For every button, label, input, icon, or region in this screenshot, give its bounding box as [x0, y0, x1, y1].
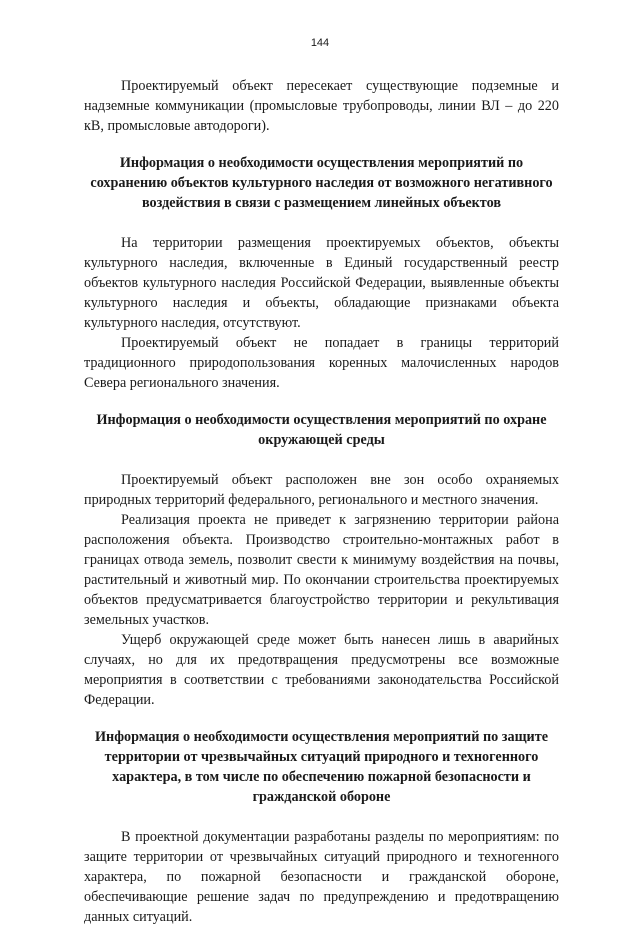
paragraph-no-pollution: Реализация проекта не приведет к загрязнению территории района расположения объекта. Производство строительно-монтажных работ в границах отвода земель, позволит свести к минимуму воздействия на почвы, растительный и животный мир. По окончании строительства проектируемых объектов предусматривается благоустройство территории и рекультивация земельных участков.	[84, 512, 559, 628]
document-body	[84, 76, 559, 927]
paragraph-indigenous-territories: Проектируемый объект не попадает в границы территорий традиционного природопользования коренных малочисленных народов Севера регионального значения.	[84, 335, 559, 391]
heading-cultural-heritage: Информация о необходимости осуществления мероприятий по сохранению объектов культурного наследия от возможного негативного воздействия в связи с размещением линейных объектов	[90, 155, 553, 211]
paragraph-damage-prevention: Ущерб окружающей среде может быть нанесен лишь в аварийных случаях, но для их предотвращения предусмотрены все возможные мероприятия в соответствии с требованиями законодательства Российской Федерации.	[84, 632, 559, 708]
paragraph-cultural-heritage-absent: На территории размещения проектируемых объектов, объекты культурного наследия, включенные в Единый государственный реестр объектов культурного наследия Российской Федерации, выявленные объекты культурного наследия и объекты, обладающие признаками объекта культурного наследия, отсутствуют.	[84, 235, 559, 331]
paragraph-utilities-crossing: Проектируемый объект пересекает существующие подземные и надземные коммуникации (промысловые трубопроводы, линии ВЛ – до 220 кВ, промысловые автодороги).	[84, 78, 559, 134]
paragraph-protected-areas: Проектируемый объект расположен вне зон особо охраняемых природных территорий федерального, регионального и местного значения.	[84, 472, 559, 508]
heading-environmental-protection: Информация о необходимости осуществления мероприятий по охране окружающей среды	[96, 412, 547, 448]
heading-emergency-protection: Информация о необходимости осуществления мероприятий по защите территории от чрезвычайных ситуаций природного и техногенного характера, в том числе по обеспечению пожарной безопасности и гражданской обороне	[94, 729, 548, 805]
paragraph-emergency-measures: В проектной документации разработаны разделы по мероприятиям: по защите территории от чрезвычайных ситуаций природного и техногенного характера, по пожарной безопасности и гражданской обороне, обеспечивающие решение задач по предупреждению и предотвращению данных ситуаций.	[84, 829, 559, 925]
page-number: 144	[310, 37, 330, 49]
